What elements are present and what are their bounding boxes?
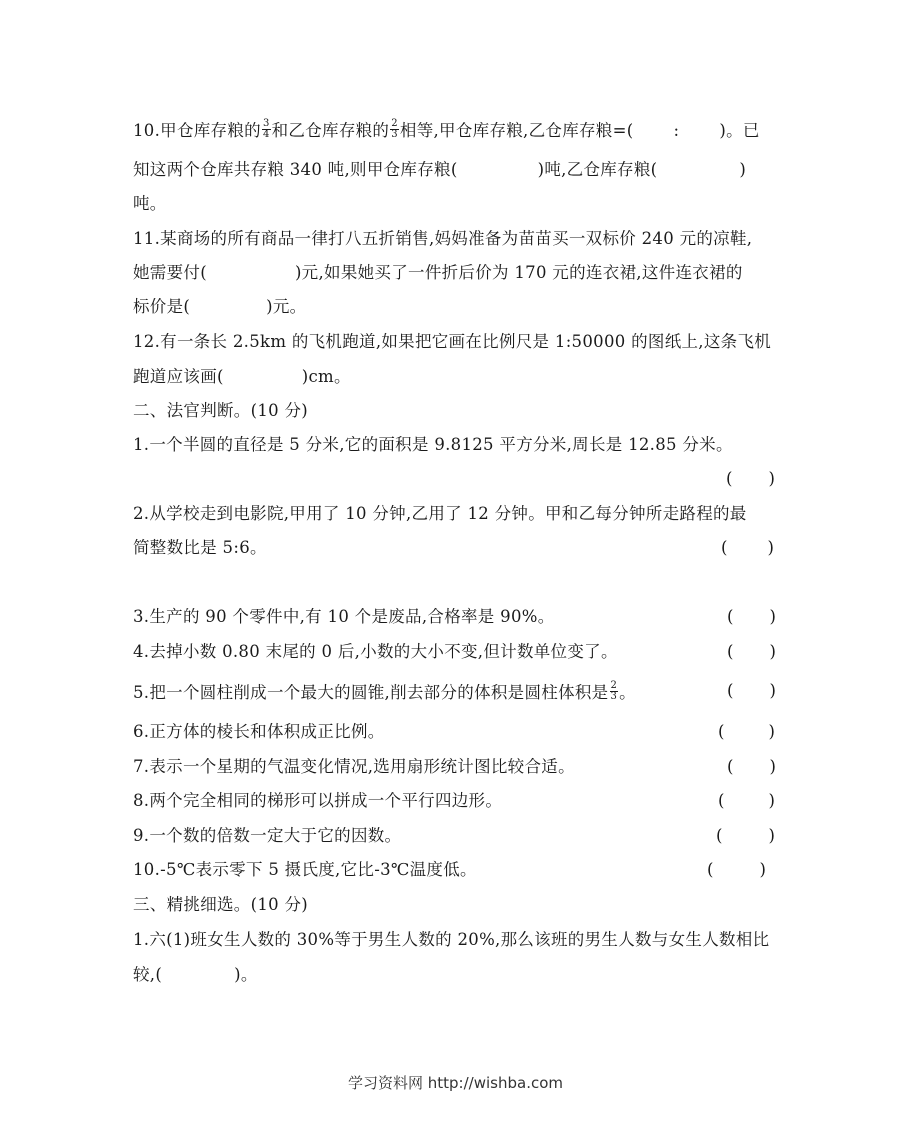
q11-line2 [133,265,743,282]
section3-heading: 三、精挑细选。(10 分) [133,895,309,914]
q10-line3: 吨。 [133,194,167,213]
judge-q9: 9.一个数的倍数一定大于它的因数。 [133,826,402,845]
q12-text: 跑道应该画( [133,367,224,386]
q10-text: 相等,甲仓库存粮,乙仓库存粮=( [399,121,634,140]
q10-text: )吨,乙仓库存粮( [537,160,658,179]
q11-text: )元。 [266,297,307,316]
fraction-denominator: 3 [610,691,618,702]
answer-bracket: ( ) [727,681,776,700]
q10-line1 [133,118,760,142]
judge-q1: 1.一个半圆的直径是 5 分米,它的面积是 9.8125 平方分米,周长是 12.85 分米。 [133,435,733,454]
answer-bracket: ( ) [727,642,776,661]
judge-q6: 6.正方体的棱长和体积成正比例。 [133,722,385,741]
q11-text: )元,如果她买了一件折后价为 170 元的连衣裙,这件连衣裙的 [294,263,743,282]
judge-q3: 3.生产的 90 个零件中,有 10 个是废品,合格率是 90%。 [133,607,555,626]
q10-text: 10.甲仓库存粮的 [133,121,261,140]
q11-text: 她需要付( [133,263,207,282]
ratio-colon: : [673,121,680,140]
judge-q8: 8.两个完全相同的梯形可以拼成一个平行四边形。 [133,791,503,810]
fraction [610,681,619,702]
fraction-numerator: 2 [610,680,618,691]
q12-line1: 12.有一条长 2.5km 的飞机跑道,如果把它画在比例尺是 1:50000 的图纸上,这条飞机 [133,332,772,351]
choice-q1-text: 较,( [133,965,163,984]
answer-bracket: ( ) [727,607,776,626]
answer-bracket: ( ) [718,791,775,810]
judge-q5 [133,680,636,704]
answer-bracket: ( ) [726,469,775,488]
judge-q5-text: 。 [619,683,636,702]
fraction-numerator: 3 [262,118,270,129]
answer-bracket: ( ) [727,757,776,776]
fraction-numerator: 2 [391,118,398,129]
judge-q5-text: 5.把一个圆柱削成一个最大的圆锥,削去部分的体积是圆柱体积是 [133,683,609,702]
q10-text: ) [739,160,747,179]
answer-bracket: ( ) [718,722,775,741]
q11-text: 标价是( [133,297,191,316]
judge-q10: 10.-5℃表示零下 5 摄氏度,它比-3℃温度低。 [133,860,477,879]
q12-text: )cm。 [301,367,351,386]
choice-q1-line1: 1.六(1)班女生人数的 30%等于男生人数的 20%,那么该班的男生人数与女生人数相比 [133,930,770,949]
choice-q1-line2 [133,967,258,984]
section2-heading: 二、法官判断。(10 分) [133,401,309,420]
judge-q2-line2: 简整数比是 5:6。 [133,538,267,557]
answer-bracket: ( ) [716,826,775,845]
q10-text: 知这两个仓库共存粮 340 吨,则甲仓库存粮( [133,160,458,179]
q11-line1: 11.某商场的所有商品一律打八五折销售,妈妈准备为苗苗买一双标价 240 元的凉鞋, [133,229,753,248]
judge-q7: 7.表示一个星期的气温变化情况,选用扇形统计图比较合适。 [133,757,575,776]
q10-line2 [133,162,746,179]
footer-watermark: 学习资料网 http://wishba.com [348,1074,563,1092]
fraction [262,119,271,140]
judge-q2-line1: 2.从学校走到电影院,甲用了 10 分钟,乙用了 12 分钟。甲和乙每分钟所走路程的最 [133,504,747,523]
choice-q1-text: )。 [234,965,258,984]
fraction-denominator: 4 [262,129,270,140]
judge-q4: 4.去掉小数 0.80 末尾的 0 后,小数的大小不变,但计数单位变了。 [133,642,618,661]
answer-bracket: ( ) [707,860,766,879]
answer-bracket: ( ) [721,538,774,557]
fraction-denominator: 3 [391,129,398,140]
q10-text: 和乙仓库存粮的 [271,121,390,140]
q11-line3 [133,299,306,316]
q10-text: )。已 [719,121,760,140]
fraction [390,119,399,140]
q12-line2 [133,369,351,386]
